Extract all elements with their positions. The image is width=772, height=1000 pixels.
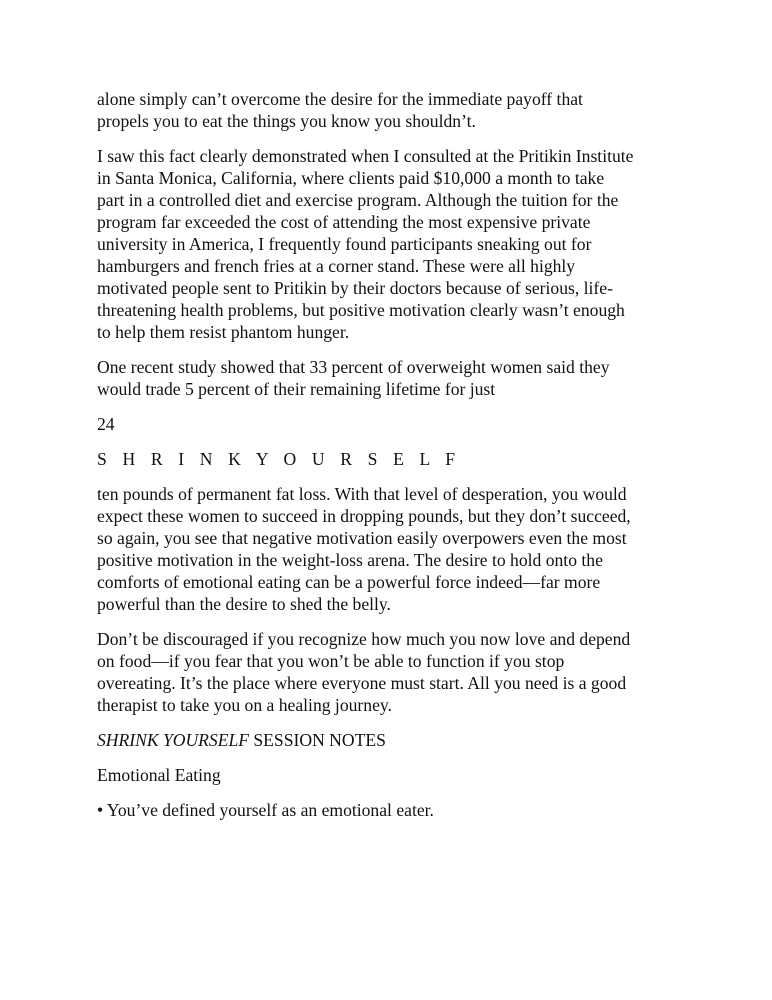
- text-line: in Santa Monica, California, where clients paid $10,000 a month to take: [97, 168, 605, 188]
- text-line: would trade 5 percent of their remaining lifetime for just: [97, 379, 496, 399]
- page-number: 24: [97, 414, 115, 434]
- paragraph-2: [97, 145, 697, 343]
- text-line: expect these women to succeed in dropping pounds, but they don’t succeed,: [97, 506, 631, 526]
- text-line: overeating. It’s the place where everyone must start. All you need is a good: [97, 673, 627, 693]
- text-line: university in America, I frequently found participants sneaking out for: [97, 234, 592, 254]
- text-line: threatening health problems, but positive motivation clearly wasn’t enough: [97, 300, 625, 320]
- bullet-item: • You’ve defined yourself as an emotional eater.: [97, 800, 434, 820]
- session-notes-title-italic: SHRINK YOURSELF: [97, 730, 249, 750]
- text-line: part in a controlled diet and exercise program. Although the tuition for the: [97, 190, 619, 210]
- text-line: comforts of emotional eating can be a powerful force indeed—far more: [97, 572, 601, 592]
- text-line: alone simply can’t overcome the desire for the immediate payoff that: [97, 89, 583, 109]
- paragraph-1: [97, 88, 697, 132]
- text-line: ten pounds of permanent fat loss. With that level of desperation, you would: [97, 484, 627, 504]
- text-line: powerful than the desire to shed the belly.: [97, 594, 391, 614]
- text-line: to help them resist phantom hunger.: [97, 322, 350, 342]
- text-line: propels you to eat the things you know you shouldn’t.: [97, 111, 476, 131]
- text-line: therapist to take you on a healing journey.: [97, 695, 392, 715]
- session-notes-heading: [97, 729, 697, 751]
- text-line: program far exceeded the cost of attending the most expensive private: [97, 212, 591, 232]
- text-line: hamburgers and french fries at a corner stand. These were all highly: [97, 256, 576, 276]
- session-notes-title-rest: SESSION NOTES: [249, 730, 386, 750]
- text-line: so again, you see that negative motivation easily overpowers even the most: [97, 528, 627, 548]
- text-line: I saw this fact clearly demonstrated when I consulted at the Pritikin Institute: [97, 146, 634, 166]
- text-line: Don’t be discouraged if you recognize how much you now love and depend: [97, 629, 631, 649]
- paragraph-5: [97, 628, 697, 716]
- paragraph-4: [97, 483, 697, 615]
- book-page: [97, 88, 697, 834]
- text-line: on food—if you fear that you won’t be able to function if you stop: [97, 651, 565, 671]
- paragraph-3: [97, 356, 697, 400]
- text-line: One recent study showed that 33 percent of overweight women said they: [97, 357, 610, 377]
- subheading: Emotional Eating: [97, 765, 221, 785]
- running-head: S H R I N K Y O U R S E L F: [97, 449, 461, 469]
- text-line: positive motivation in the weight-loss arena. The desire to hold onto the: [97, 550, 603, 570]
- text-line: motivated people sent to Pritikin by their doctors because of serious, life-: [97, 278, 613, 298]
